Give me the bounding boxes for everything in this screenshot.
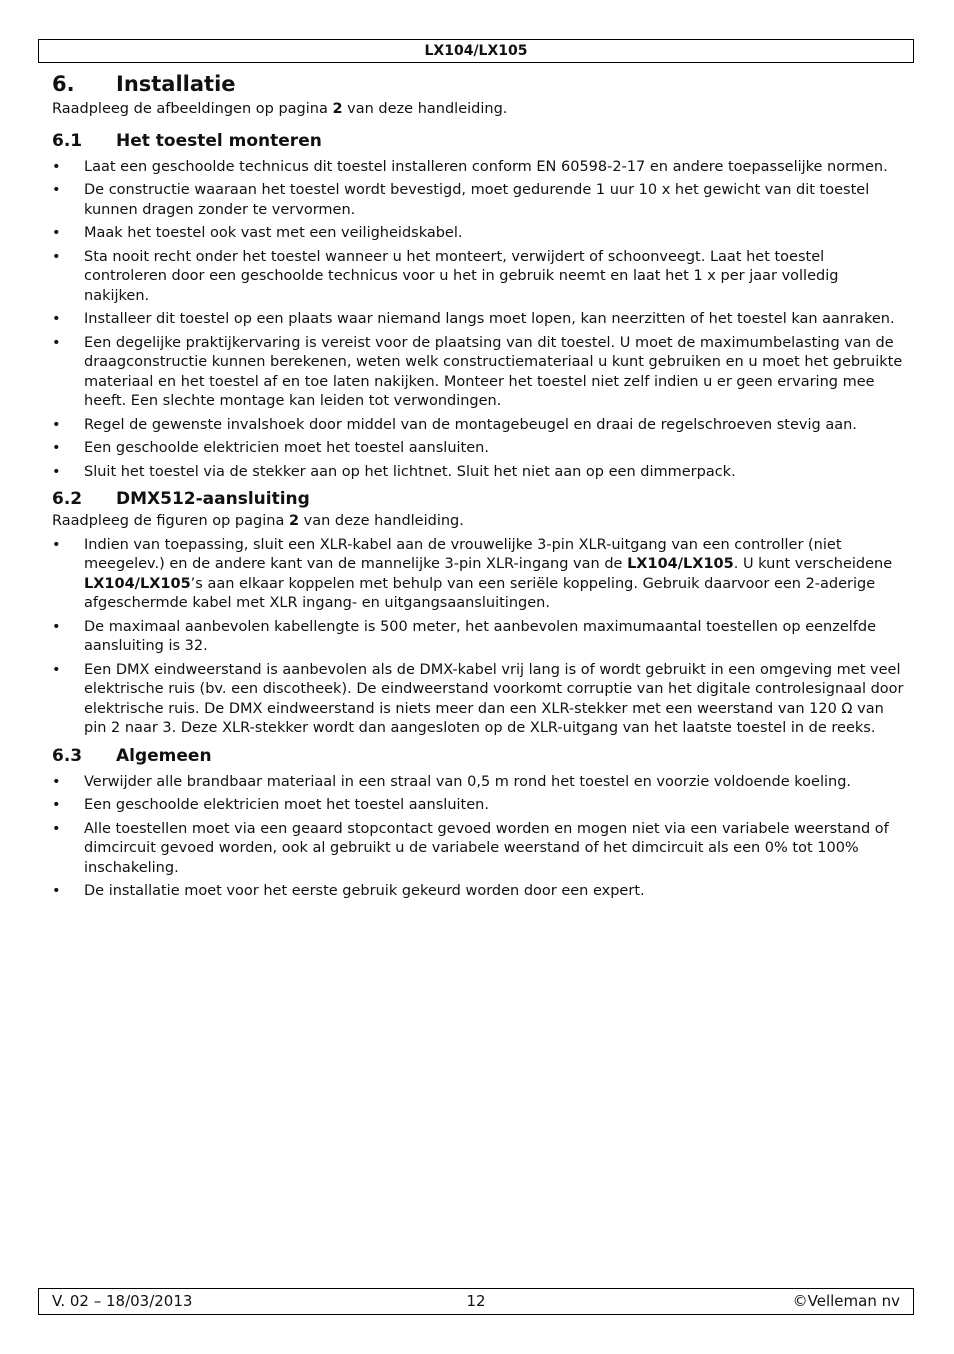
- page-content: [52, 70, 904, 906]
- bullet-icon: •: [52, 883, 61, 899]
- section-number: 6.2: [52, 489, 83, 509]
- product-name: LX104/LX105: [84, 575, 191, 592]
- list-item: [52, 773, 904, 793]
- list-item-text: Een geschoolde elektricien moet het toestel aansluiten.: [84, 440, 489, 456]
- section-6-1-heading: [52, 130, 904, 152]
- header-title: LX104/LX105: [424, 43, 528, 59]
- list-item: [52, 661, 904, 739]
- list-item-text: Maak het toestel ook vast met een veiligheidskabel.: [84, 225, 463, 241]
- list-item: [52, 310, 904, 330]
- page-header: [38, 39, 914, 63]
- intro-page-number: 2: [332, 101, 343, 117]
- list-item-text: Een degelijke praktijkervaring is vereist voor de plaatsing van dit toestel. U moet de maximumbelasting van de draagconstructie kunnen berekenen, weten welk constructiemateriaal u kunt gebruiken en u moet het gebruikte materiaal en het toestel af en toe laten nakijken. Monteer het toestel niet zelf indien u er geen ervaring mee heeft. Een slechte montage kan leiden tot verwondingen.: [84, 334, 903, 409]
- bullet-icon: •: [52, 416, 61, 433]
- intro-text-end: van deze handleiding.: [299, 513, 464, 529]
- list-item: [52, 334, 904, 412]
- list-item: [52, 224, 904, 244]
- section-title: Het toestel monteren: [116, 130, 322, 151]
- section-title: DMX512-aansluiting: [116, 489, 310, 509]
- section-number: 6.1: [52, 130, 83, 151]
- intro-page-number: 2: [288, 513, 300, 529]
- section-number: 6.3: [52, 745, 83, 766]
- bullet-icon: •: [52, 797, 61, 813]
- bullet-icon: •: [52, 158, 61, 175]
- list-item: [52, 796, 904, 816]
- list-item-text: Regel de gewenste invalshoek door middel van de montagebeugel en draai de regelschroeven stevig aan.: [84, 416, 857, 433]
- bullet-icon: •: [52, 773, 61, 790]
- list-item-text: De constructie waaraan het toestel wordt bevestigd, moet gedurende 1 uur 10 x het gewicht van dit toestel kunnen dragen zonder te vervormen.: [84, 182, 870, 218]
- copyright: ©Velleman nv: [792, 1292, 900, 1310]
- list-item-text: . U kunt verscheidene: [733, 556, 893, 572]
- list-item-text: Sluit het toestel via de stekker aan op het lichtnet. Sluit het niet aan op een dimmerpack.: [84, 463, 736, 480]
- bullet-icon: •: [52, 225, 61, 241]
- bullet-icon: •: [52, 248, 61, 265]
- bullet-icon: •: [52, 440, 61, 456]
- bullet-icon: •: [52, 311, 61, 327]
- product-name: LX104/LX105: [627, 556, 734, 572]
- section-number: 6.: [52, 72, 75, 96]
- list-item-text: De installatie moet voor het eerste gebruik gekeurd worden door een expert.: [84, 883, 645, 899]
- list-item: [52, 439, 904, 459]
- page-number: 12: [466, 1292, 486, 1310]
- bullet-icon: •: [52, 463, 61, 480]
- list-item-text: De maximaal aanbevolen kabellengte is 500 meter, het aanbevolen maximumaantal toestellen op eenzelfde aansluiting is 32.: [84, 618, 877, 654]
- list-item: [52, 882, 904, 902]
- section-title: Algemeen: [116, 745, 212, 766]
- bullet-icon: •: [52, 536, 61, 553]
- list-item-text: Sta nooit recht onder het toestel wanneer u het monteert, verwijdert of schoonveegt. Laat het toestel controleren door een geschoolde technicus voor u het in gebruik neemt en laat het 1 x per jaar volledig nakijken.: [84, 248, 839, 304]
- list-item: [52, 463, 904, 483]
- section-6-3-list: [52, 773, 904, 902]
- list-item: [52, 536, 904, 614]
- list-item: [52, 248, 904, 307]
- bullet-icon: •: [52, 661, 61, 678]
- section-6-intro: [52, 100, 904, 120]
- intro-text-end: van deze handleiding.: [342, 101, 508, 117]
- list-item-text: Alle toestellen moet via een geaard stopcontact gevoed worden en mogen niet via een variabele weerstand of dimcircuit gevoed worden, ook al gebruikt u de variabele weerstand of het dimcircuit als een 0% tot 100% inschakeling.: [84, 820, 889, 876]
- list-item-text: Verwijder alle brandbaar materiaal in een straal van 0,5 m rond het toestel en voorzie voldoende koeling.: [84, 773, 852, 790]
- intro-text: Raadpleeg de figuren op pagina: [52, 513, 289, 529]
- section-6-2-intro: [52, 512, 904, 532]
- list-item-text: ’s aan elkaar koppelen met behulp van een seriële koppeling. Gebruik daarvoor een 2-aderige afgeschermde kabel met XLR ingang- en uitgangsaansluitingen.: [84, 575, 876, 611]
- list-item-text: Een DMX eindweerstand is aanbevolen als de DMX-kabel vrij lang is of wordt gebruikt in een omgeving met veel elektrische ruis (bv. een discotheek). De eindweerstand voorkomt corruptie van het digitale controlesignaal door elektrische ruis. De DMX eindweerstand is niets meer dan een XLR-stekker met een weerstand van 120 Ω van pin 2 naar 3. Deze XLR-stekker wordt dan aangesloten op de XLR-uitgang van het laatste toestel in de reeks.: [84, 661, 904, 736]
- bullet-icon: •: [52, 820, 61, 837]
- section-6-3-heading: [52, 745, 904, 767]
- list-item: [52, 158, 904, 178]
- section-6-2-list: [52, 536, 904, 739]
- bullet-icon: •: [52, 334, 61, 351]
- section-6-2-heading: [52, 488, 904, 510]
- bullet-icon: •: [52, 182, 61, 198]
- section-title: Installatie: [116, 72, 236, 96]
- section-6-1-list: [52, 158, 904, 483]
- list-item: [52, 181, 904, 220]
- list-item-text: Een geschoolde elektricien moet het toestel aansluiten.: [84, 797, 489, 813]
- list-item-text: Laat een geschoolde technicus dit toestel installeren conform EN 60598-2-17 en andere toepasselijke normen.: [84, 158, 888, 175]
- list-item: [52, 416, 904, 436]
- list-item: [52, 618, 904, 657]
- bullet-icon: •: [52, 618, 61, 635]
- section-6-heading: [52, 70, 904, 98]
- list-item-text: Installeer dit toestel op een plaats waar niemand langs moet lopen, kan neerzitten of het toestel kan aanraken.: [84, 311, 895, 327]
- list-item-text: Indien van toepassing, sluit een XLR-kabel aan de vrouwelijke 3-pin XLR-uitgang van een controller (niet meegelev.) en de andere kant van de mannelijke 3-pin XLR-ingang van de: [84, 536, 842, 572]
- page-footer: [38, 1288, 914, 1315]
- list-item: [52, 820, 904, 879]
- intro-text: Raadpleeg de afbeeldingen op pagina: [52, 101, 333, 117]
- version-date: V. 02 – 18/03/2013: [52, 1292, 193, 1310]
